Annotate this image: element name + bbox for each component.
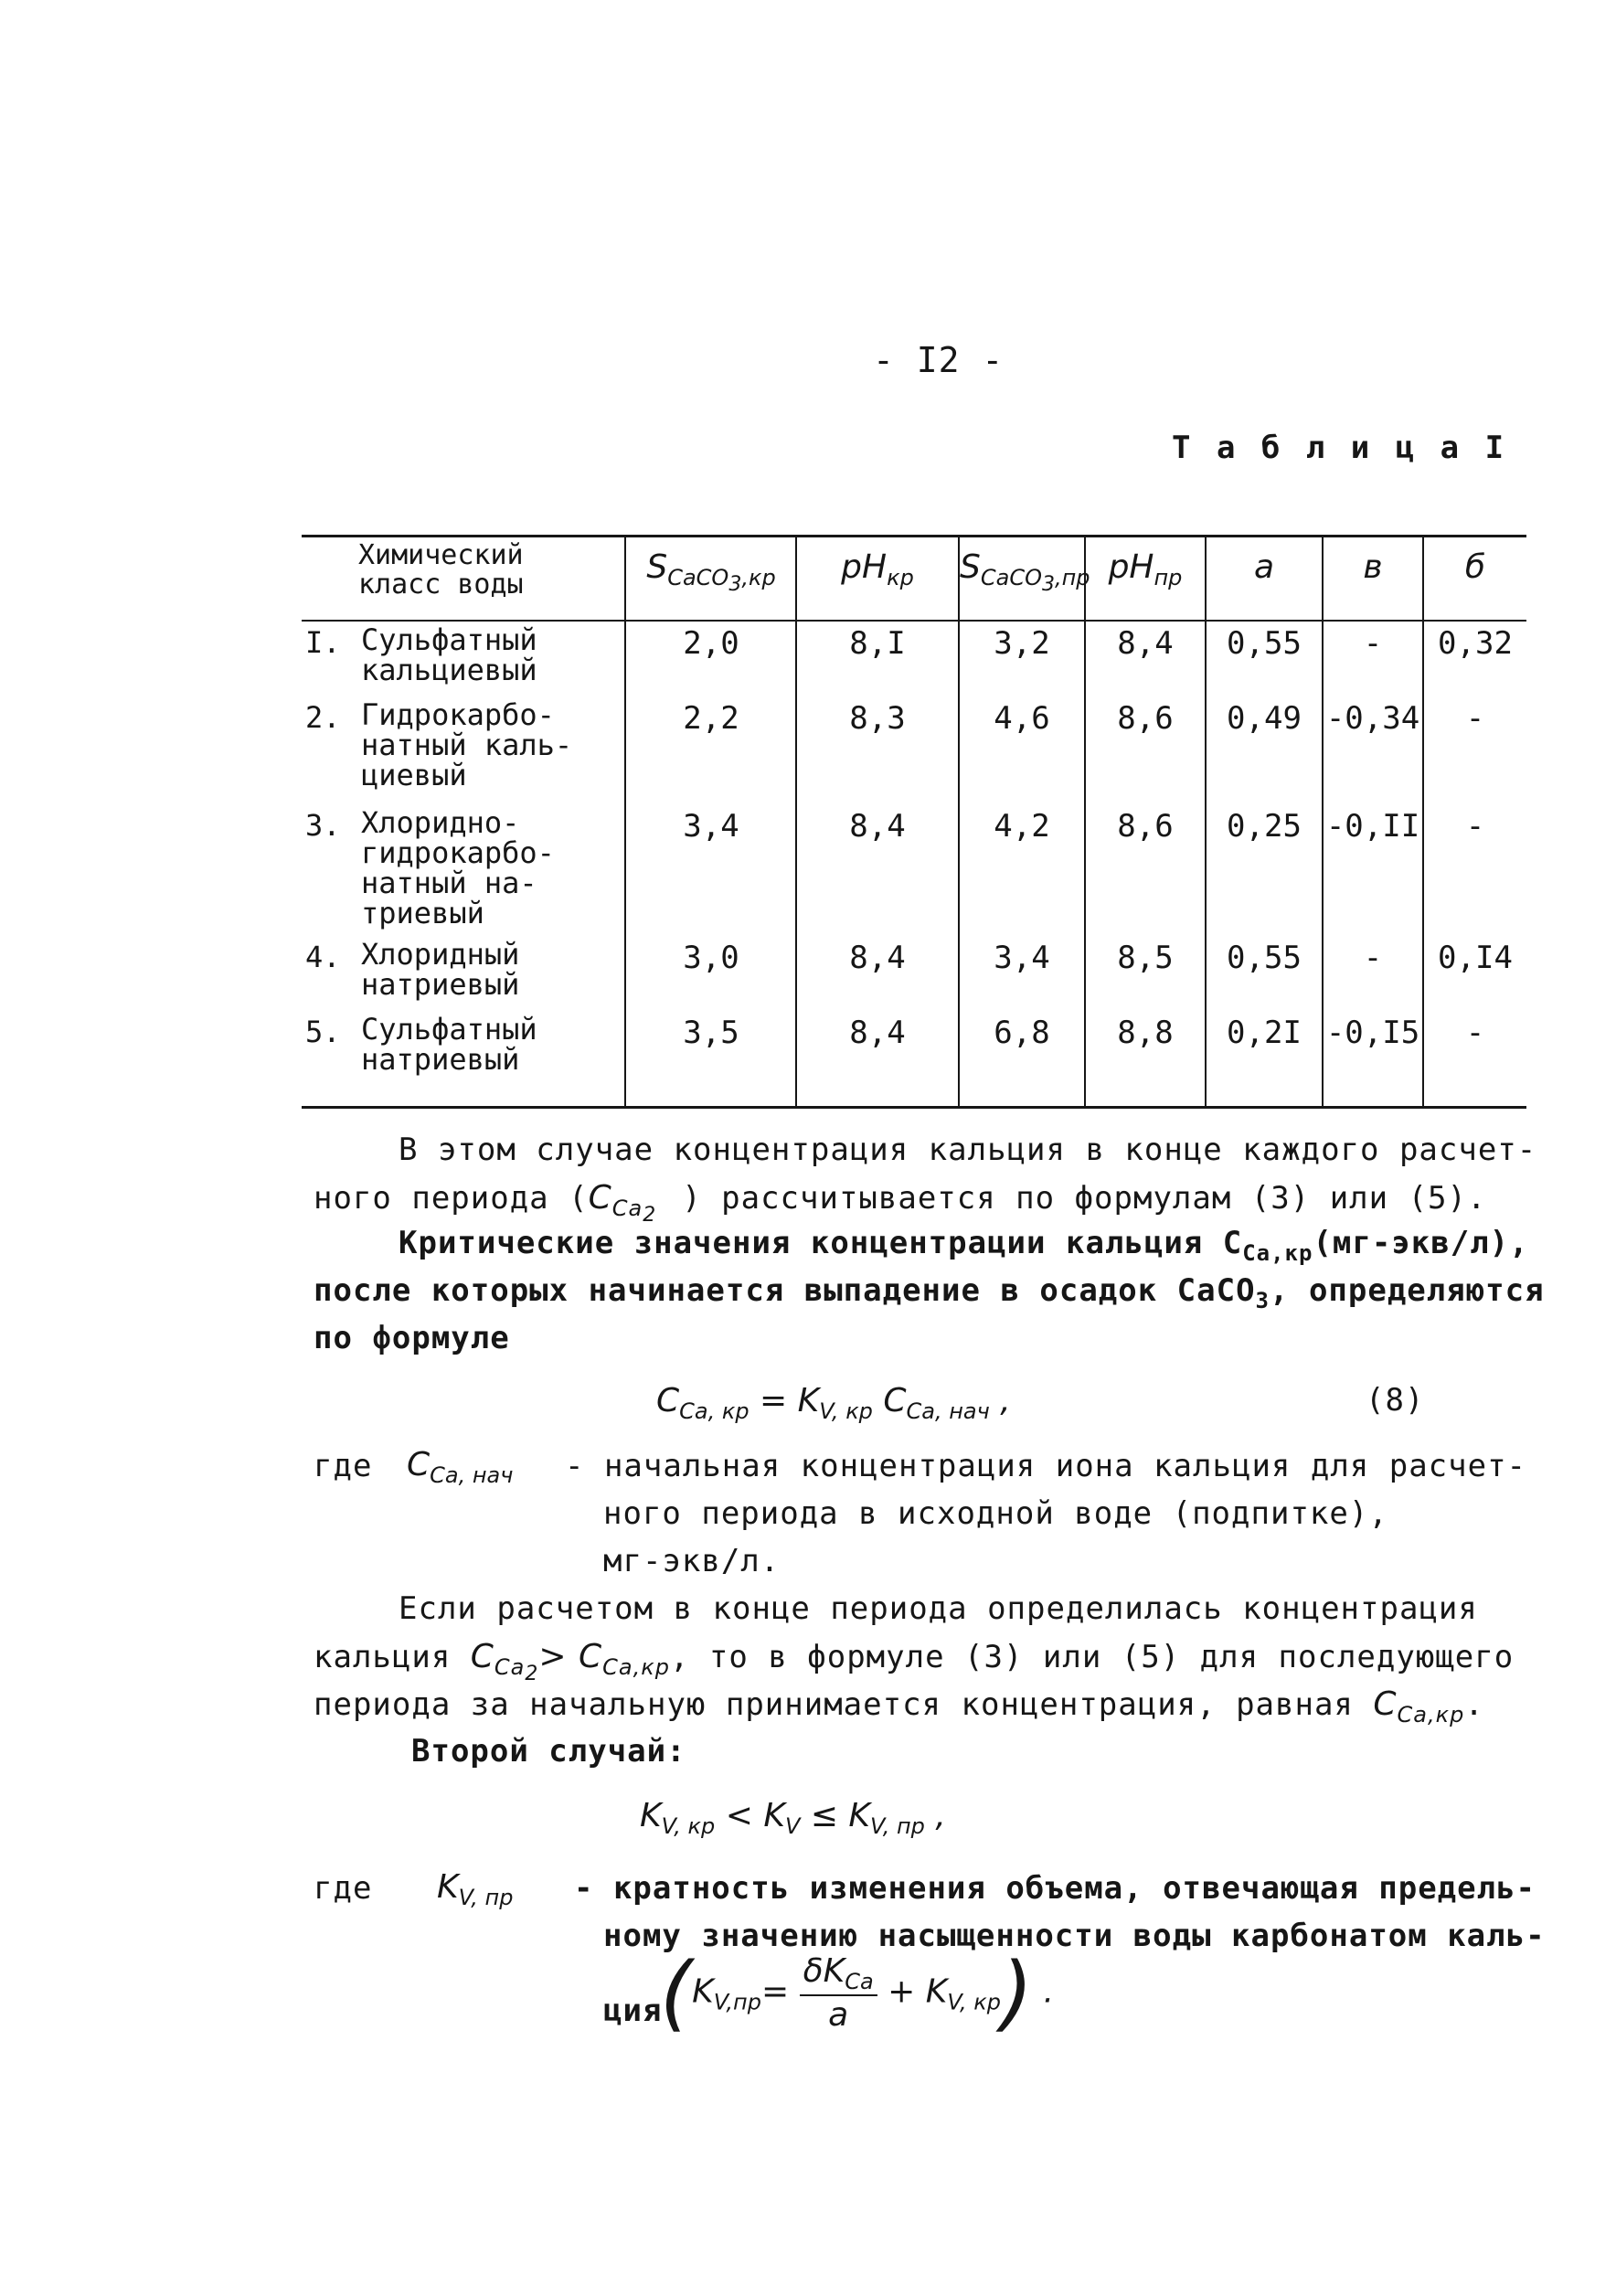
- formula-inequality: $C_{Ca2}> C_{Ca,кр}$: [470, 1638, 670, 1685]
- definition-line: ному значению насыщенности воды карбонатом каль-: [603, 1918, 1546, 1954]
- cell: 8,3: [849, 700, 906, 737]
- cell: -: [1465, 808, 1485, 845]
- header-v: в: [1363, 548, 1383, 586]
- table-caption: Т а б л и ц а I: [1172, 430, 1508, 466]
- cell: 8,6: [1117, 700, 1174, 737]
- paragraph-line: В этом случае концентрация кальция в конце каждого расчет-: [399, 1132, 1537, 1168]
- cell: 3,5: [683, 1015, 739, 1051]
- row-name: Сульфатный натриевый: [361, 1012, 537, 1077]
- formula-c-ca2: $C_{Ca2}$: [588, 1179, 657, 1227]
- cell: 8,4: [849, 940, 906, 976]
- page-number: - I2 -: [873, 340, 1005, 380]
- cell: -: [1363, 940, 1383, 976]
- formula-c-ca-kr: $C_{Ca,кр}$: [1373, 1685, 1465, 1727]
- header-s-caco3-kr: $S_{CaCO3,кр}$: [646, 548, 776, 596]
- cell: 0,32: [1438, 625, 1513, 662]
- definition-line: - кратность изменения объема, отвечающая предель-: [574, 1870, 1536, 1907]
- cell: 4,6: [994, 700, 1050, 737]
- formula-k-v-pr: ($K_{V,пр}=$ $\frac{\delta K_{Ca}}{a}$ + $K_{V, кр}$) .: [660, 1945, 1055, 2041]
- paragraph-line: по формуле: [314, 1320, 510, 1356]
- cell: -0,34: [1325, 700, 1420, 737]
- row-name: Сульфатный кальциевый: [361, 622, 537, 687]
- text-fragment: ) рассчитывается по формулам (3) или (5).: [682, 1180, 1487, 1217]
- header-b: б: [1464, 548, 1486, 586]
- text-fragment: ного периода (: [314, 1180, 589, 1217]
- cell: 8,4: [1117, 625, 1174, 662]
- paragraph-line: [399, 1225, 1529, 1266]
- cell: 3,4: [683, 808, 739, 845]
- header-ph-kr: $pH_{кр}$: [841, 548, 914, 590]
- subscript: 3: [1255, 1288, 1270, 1313]
- row-number: 5.: [305, 1015, 341, 1049]
- row-number: 3.: [305, 808, 341, 843]
- cell: 6,8: [994, 1015, 1050, 1051]
- paragraph-line: [314, 1272, 1545, 1313]
- subscript: Ca,кр: [1242, 1240, 1313, 1266]
- where-label: где: [314, 1448, 373, 1484]
- row-number: I.: [305, 625, 341, 660]
- cell: -: [1363, 625, 1383, 662]
- where-label: где: [314, 1870, 373, 1907]
- header-s-caco3-pr: $S_{CaCO3,пр}$: [960, 548, 1090, 596]
- symbol-k-v-pr: $K_{V, пр}$: [437, 1868, 514, 1910]
- cell: -: [1465, 700, 1485, 737]
- text-fragment: , определяются: [1270, 1272, 1545, 1309]
- text-fragment: периода за начальную принимается концентрация, равная: [314, 1686, 1354, 1723]
- table-bottom-border: [302, 1106, 1526, 1109]
- cell: 4,2: [994, 808, 1050, 845]
- cell: 3,2: [994, 625, 1050, 662]
- cell: 0,55: [1227, 625, 1302, 662]
- cell: 3,0: [683, 940, 739, 976]
- cell: 2,0: [683, 625, 739, 662]
- definition-line: ного периода в исходной воде (подпитке),: [603, 1495, 1388, 1532]
- row-number: 4.: [305, 940, 341, 974]
- row-name: Гидрокарбо- натный каль- циевый: [361, 697, 573, 792]
- cell: 0,I4: [1438, 940, 1513, 976]
- cell: 8,4: [849, 1015, 906, 1051]
- definition-line: мг-экв/л.: [603, 1543, 781, 1579]
- cell: -0,I5: [1325, 1015, 1420, 1051]
- paragraph-line: Если расчетом в конце периода определилась концентрация: [399, 1590, 1478, 1627]
- row-number: 2.: [305, 700, 341, 735]
- symbol-c-ca-nach: $C_{Ca, нач}$: [407, 1446, 514, 1488]
- cell: -: [1465, 1015, 1485, 1051]
- cell: 8,I: [849, 625, 906, 662]
- cell: 0,55: [1227, 940, 1302, 976]
- paragraph-line: периода за начальную принимается концентрация, равная $C_{Ca,кр}$.: [314, 1685, 1484, 1727]
- cell: 2,2: [683, 700, 739, 737]
- paragraph-line: [314, 1179, 1486, 1227]
- col-divider: [624, 537, 626, 1106]
- inequality-formula: $K_{V, кр} < K_V \le K_{V, пр}$ ,: [640, 1797, 946, 1839]
- header-ph-pr: $pH_{пр}$: [1108, 548, 1183, 590]
- cell: 8,5: [1117, 940, 1174, 976]
- definition-line: - начальная концентрация иона кальция для расчет-: [565, 1448, 1527, 1484]
- equation-number: (8): [1366, 1382, 1425, 1419]
- text-fragment: после которых начинается выпадение в осадок СаСО: [314, 1272, 1256, 1309]
- text-fragment: (мг-экв/л),: [1313, 1225, 1529, 1261]
- cell: -0,II: [1325, 808, 1420, 845]
- header-water-class: Химический класс воды: [358, 539, 524, 601]
- cell: 8,6: [1117, 808, 1174, 845]
- row-name: Хлоридный натриевый: [361, 937, 520, 1002]
- row-name: Хлоридно- гидрокарбо- натный на- триевый: [361, 805, 555, 930]
- paragraph-line: [314, 1638, 1514, 1685]
- cell: 8,8: [1117, 1015, 1174, 1051]
- text-fragment: Критические значения концентрации кальция С: [399, 1225, 1243, 1261]
- cell: 3,4: [994, 940, 1050, 976]
- cell: 8,4: [849, 808, 906, 845]
- table-header-divider: [302, 620, 1526, 622]
- cell: 0,2I: [1227, 1015, 1302, 1051]
- cell: 0,25: [1227, 808, 1302, 845]
- equation-8: $C_{Ca, кр} = K_{V, кр}$ $C_{Ca, нач}$ ,: [656, 1382, 1011, 1424]
- paragraph-line: Второй случай:: [411, 1733, 686, 1770]
- text-fragment: кальция: [314, 1639, 452, 1675]
- header-a: a: [1253, 548, 1275, 586]
- text-fragment: , то в формуле (3) или (5) для последующего: [669, 1639, 1515, 1675]
- cell: 0,49: [1227, 700, 1302, 737]
- definition-line: ция: [603, 1993, 663, 2029]
- table-top-border: [302, 535, 1526, 537]
